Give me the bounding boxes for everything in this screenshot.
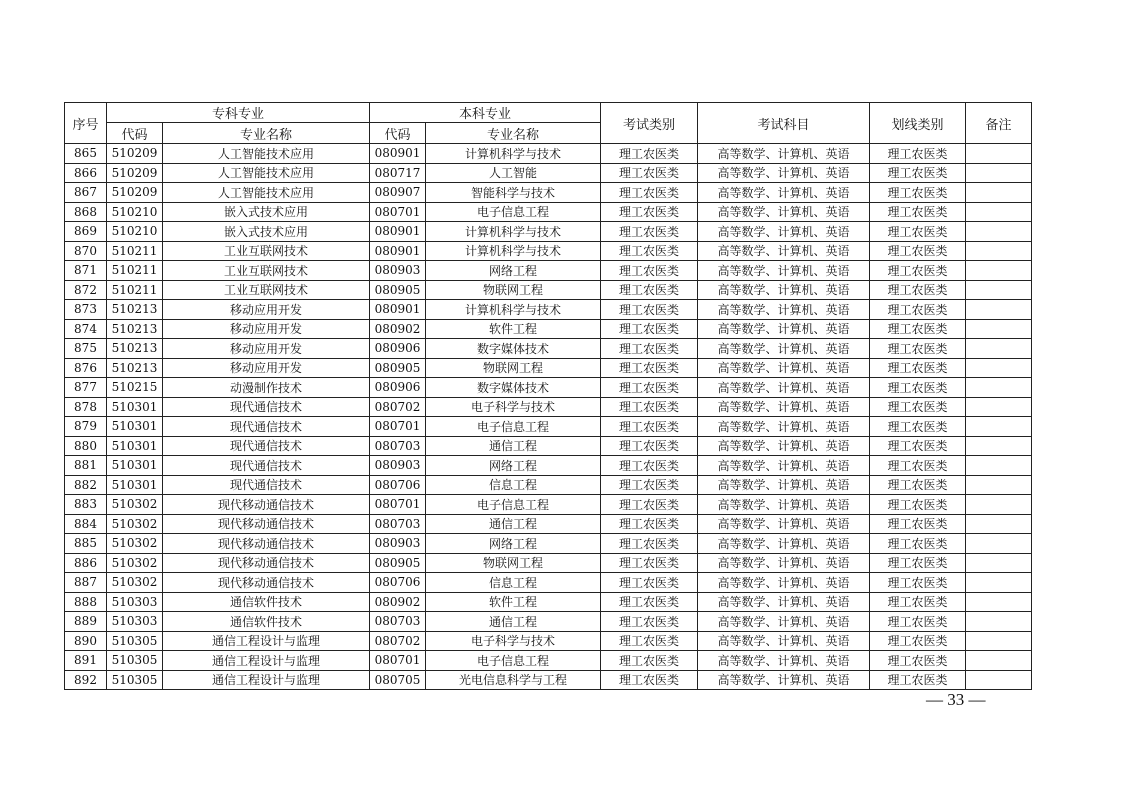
cell-bk-name: 电子信息工程 [426, 495, 601, 515]
cell-zk-name: 现代通信技术 [163, 475, 370, 495]
cell-zk-name: 现代移动通信技术 [163, 495, 370, 515]
cell-bk-code: 080701 [370, 651, 426, 671]
cell-remark [966, 495, 1032, 515]
cell-bk-name: 电子科学与技术 [426, 397, 601, 417]
cell-zk-code: 510213 [107, 358, 163, 378]
cell-seq: 871 [65, 261, 107, 281]
cell-zk-code: 510211 [107, 241, 163, 261]
cell-subjects: 高等数学、计算机、英语 [698, 436, 870, 456]
cell-remark [966, 631, 1032, 651]
cell-zk-code: 510302 [107, 495, 163, 515]
header-benke: 本科专业 [370, 103, 601, 123]
cell-exam-type: 理工农医类 [601, 475, 698, 495]
cell-bk-code: 080701 [370, 495, 426, 515]
cell-bk-code: 080701 [370, 202, 426, 222]
table-row [65, 358, 1032, 378]
cell-zk-code: 510210 [107, 222, 163, 242]
table-row [65, 436, 1032, 456]
cell-seq: 865 [65, 144, 107, 164]
cell-zk-code: 510213 [107, 300, 163, 320]
header-bk-code: 代码 [370, 123, 426, 144]
cell-remark [966, 202, 1032, 222]
cell-subjects: 高等数学、计算机、英语 [698, 280, 870, 300]
cell-bk-code: 080701 [370, 417, 426, 437]
cell-exam-type: 理工农医类 [601, 534, 698, 554]
cell-zk-name: 通信软件技术 [163, 592, 370, 612]
cell-exam-type: 理工农医类 [601, 241, 698, 261]
cell-seq: 878 [65, 397, 107, 417]
cell-exam-type: 理工农医类 [601, 651, 698, 671]
cell-subjects: 高等数学、计算机、英语 [698, 378, 870, 398]
header-exam-type: 考试类别 [601, 103, 698, 144]
cell-bk-code: 080903 [370, 534, 426, 554]
cell-line-type: 理工农医类 [870, 144, 966, 164]
cell-line-type: 理工农医类 [870, 280, 966, 300]
cell-line-type: 理工农医类 [870, 436, 966, 456]
cell-bk-name: 软件工程 [426, 319, 601, 339]
cell-zk-name: 现代移动通信技术 [163, 553, 370, 573]
cell-zk-name: 现代通信技术 [163, 397, 370, 417]
cell-bk-code: 080903 [370, 456, 426, 476]
cell-bk-code: 080901 [370, 222, 426, 242]
cell-exam-type: 理工农医类 [601, 280, 698, 300]
cell-seq: 877 [65, 378, 107, 398]
cell-bk-code: 080702 [370, 397, 426, 417]
cell-seq: 879 [65, 417, 107, 437]
cell-exam-type: 理工农医类 [601, 631, 698, 651]
cell-exam-type: 理工农医类 [601, 378, 698, 398]
cell-line-type: 理工农医类 [870, 631, 966, 651]
cell-subjects: 高等数学、计算机、英语 [698, 241, 870, 261]
table-row [65, 222, 1032, 242]
cell-zk-name: 工业互联网技术 [163, 280, 370, 300]
cell-zk-code: 510302 [107, 553, 163, 573]
table-header [65, 103, 1032, 144]
cell-bk-code: 080906 [370, 339, 426, 359]
cell-exam-type: 理工农医类 [601, 592, 698, 612]
table-row [65, 241, 1032, 261]
table-row [65, 514, 1032, 534]
cell-bk-name: 通信工程 [426, 436, 601, 456]
cell-line-type: 理工农医类 [870, 573, 966, 593]
cell-bk-code: 080703 [370, 436, 426, 456]
table-row [65, 261, 1032, 281]
cell-remark [966, 241, 1032, 261]
cell-line-type: 理工农医类 [870, 222, 966, 242]
table-row [65, 144, 1032, 164]
table-row [65, 417, 1032, 437]
cell-zk-name: 工业互联网技术 [163, 241, 370, 261]
cell-zk-code: 510209 [107, 183, 163, 203]
cell-subjects: 高等数学、计算机、英语 [698, 495, 870, 515]
page-number: — 33 — [926, 690, 986, 709]
header-zk-code: 代码 [107, 123, 163, 144]
table-row [65, 280, 1032, 300]
cell-line-type: 理工农医类 [870, 553, 966, 573]
cell-zk-code: 510303 [107, 612, 163, 632]
cell-line-type: 理工农医类 [870, 397, 966, 417]
cell-bk-name: 信息工程 [426, 573, 601, 593]
cell-bk-code: 080905 [370, 280, 426, 300]
cell-seq: 868 [65, 202, 107, 222]
cell-seq: 869 [65, 222, 107, 242]
cell-zk-code: 510302 [107, 534, 163, 554]
cell-bk-code: 080703 [370, 612, 426, 632]
cell-bk-code: 080907 [370, 183, 426, 203]
cell-line-type: 理工农医类 [870, 202, 966, 222]
cell-zk-name: 移动应用开发 [163, 319, 370, 339]
cell-exam-type: 理工农医类 [601, 495, 698, 515]
cell-line-type: 理工农医类 [870, 514, 966, 534]
cell-subjects: 高等数学、计算机、英语 [698, 475, 870, 495]
table-row [65, 163, 1032, 183]
cell-remark [966, 534, 1032, 554]
cell-bk-name: 智能科学与技术 [426, 183, 601, 203]
cell-exam-type: 理工农医类 [601, 612, 698, 632]
header-line-type: 划线类别 [870, 103, 966, 144]
cell-remark [966, 612, 1032, 632]
cell-bk-name: 网络工程 [426, 261, 601, 281]
table-row [65, 651, 1032, 671]
cell-zk-name: 现代移动通信技术 [163, 514, 370, 534]
cell-line-type: 理工农医类 [870, 378, 966, 398]
cell-line-type: 理工农医类 [870, 417, 966, 437]
cell-bk-code: 080706 [370, 573, 426, 593]
table-row [65, 553, 1032, 573]
cell-bk-name: 计算机科学与技术 [426, 300, 601, 320]
cell-bk-code: 080702 [370, 631, 426, 651]
cell-bk-name: 软件工程 [426, 592, 601, 612]
table-row [65, 670, 1032, 690]
cell-seq: 884 [65, 514, 107, 534]
cell-zk-code: 510305 [107, 651, 163, 671]
cell-remark [966, 300, 1032, 320]
cell-zk-code: 510301 [107, 397, 163, 417]
cell-subjects: 高等数学、计算机、英语 [698, 397, 870, 417]
cell-exam-type: 理工农医类 [601, 202, 698, 222]
cell-subjects: 高等数学、计算机、英语 [698, 573, 870, 593]
cell-bk-code: 080901 [370, 144, 426, 164]
cell-subjects: 高等数学、计算机、英语 [698, 553, 870, 573]
cell-subjects: 高等数学、计算机、英语 [698, 534, 870, 554]
cell-remark [966, 670, 1032, 690]
cell-zk-code: 510301 [107, 475, 163, 495]
cell-remark [966, 261, 1032, 281]
cell-zk-name: 工业互联网技术 [163, 261, 370, 281]
cell-bk-code: 080903 [370, 261, 426, 281]
cell-seq: 892 [65, 670, 107, 690]
cell-subjects: 高等数学、计算机、英语 [698, 163, 870, 183]
cell-seq: 886 [65, 553, 107, 573]
cell-remark [966, 592, 1032, 612]
cell-exam-type: 理工农医类 [601, 163, 698, 183]
admission-major-table [64, 102, 1032, 690]
cell-exam-type: 理工农医类 [601, 514, 698, 534]
cell-bk-code: 080902 [370, 319, 426, 339]
header-seq: 序号 [65, 103, 107, 144]
cell-line-type: 理工农医类 [870, 319, 966, 339]
table-row [65, 183, 1032, 203]
cell-bk-code: 080902 [370, 592, 426, 612]
cell-subjects: 高等数学、计算机、英语 [698, 456, 870, 476]
cell-seq: 891 [65, 651, 107, 671]
table-row [65, 300, 1032, 320]
cell-remark [966, 163, 1032, 183]
cell-subjects: 高等数学、计算机、英语 [698, 339, 870, 359]
cell-bk-code: 080901 [370, 300, 426, 320]
cell-line-type: 理工农医类 [870, 163, 966, 183]
table-row [65, 319, 1032, 339]
cell-exam-type: 理工农医类 [601, 436, 698, 456]
header-zhuanke: 专科专业 [107, 103, 370, 123]
cell-subjects: 高等数学、计算机、英语 [698, 670, 870, 690]
cell-bk-name: 计算机科学与技术 [426, 222, 601, 242]
cell-subjects: 高等数学、计算机、英语 [698, 222, 870, 242]
cell-bk-name: 信息工程 [426, 475, 601, 495]
cell-zk-name: 通信工程设计与监理 [163, 651, 370, 671]
cell-remark [966, 339, 1032, 359]
cell-line-type: 理工农医类 [870, 261, 966, 281]
cell-bk-name: 人工智能 [426, 163, 601, 183]
cell-remark [966, 183, 1032, 203]
cell-zk-code: 510211 [107, 280, 163, 300]
cell-subjects: 高等数学、计算机、英语 [698, 592, 870, 612]
cell-zk-code: 510209 [107, 144, 163, 164]
cell-bk-name: 网络工程 [426, 534, 601, 554]
cell-exam-type: 理工农医类 [601, 397, 698, 417]
cell-seq: 875 [65, 339, 107, 359]
cell-seq: 887 [65, 573, 107, 593]
cell-line-type: 理工农医类 [870, 534, 966, 554]
cell-bk-name: 网络工程 [426, 456, 601, 476]
cell-bk-name: 通信工程 [426, 612, 601, 632]
cell-line-type: 理工农医类 [870, 612, 966, 632]
cell-seq: 874 [65, 319, 107, 339]
cell-bk-name: 计算机科学与技术 [426, 241, 601, 261]
cell-zk-name: 移动应用开发 [163, 358, 370, 378]
cell-zk-code: 510302 [107, 514, 163, 534]
table-body [65, 144, 1032, 690]
header-exam-subjects: 考试科目 [698, 103, 870, 144]
cell-bk-code: 080905 [370, 553, 426, 573]
cell-remark [966, 651, 1032, 671]
cell-zk-name: 人工智能技术应用 [163, 144, 370, 164]
cell-exam-type: 理工农医类 [601, 144, 698, 164]
cell-zk-name: 人工智能技术应用 [163, 183, 370, 203]
cell-seq: 873 [65, 300, 107, 320]
cell-zk-name: 现代移动通信技术 [163, 534, 370, 554]
cell-subjects: 高等数学、计算机、英语 [698, 612, 870, 632]
cell-zk-code: 510215 [107, 378, 163, 398]
cell-seq: 882 [65, 475, 107, 495]
cell-seq: 883 [65, 495, 107, 515]
cell-seq: 872 [65, 280, 107, 300]
cell-zk-name: 现代移动通信技术 [163, 573, 370, 593]
cell-line-type: 理工农医类 [870, 300, 966, 320]
cell-subjects: 高等数学、计算机、英语 [698, 144, 870, 164]
cell-zk-name: 动漫制作技术 [163, 378, 370, 398]
cell-seq: 867 [65, 183, 107, 203]
cell-seq: 876 [65, 358, 107, 378]
cell-line-type: 理工农医类 [870, 475, 966, 495]
cell-remark [966, 358, 1032, 378]
table-row [65, 397, 1032, 417]
cell-zk-code: 510213 [107, 339, 163, 359]
cell-zk-code: 510213 [107, 319, 163, 339]
table-row [65, 475, 1032, 495]
cell-remark [966, 397, 1032, 417]
cell-zk-name: 通信软件技术 [163, 612, 370, 632]
cell-seq: 866 [65, 163, 107, 183]
table-row [65, 631, 1032, 651]
cell-remark [966, 436, 1032, 456]
cell-exam-type: 理工农医类 [601, 300, 698, 320]
cell-zk-name: 移动应用开发 [163, 339, 370, 359]
table-row [65, 339, 1032, 359]
cell-remark [966, 514, 1032, 534]
cell-subjects: 高等数学、计算机、英语 [698, 358, 870, 378]
cell-bk-name: 电子科学与技术 [426, 631, 601, 651]
cell-exam-type: 理工农医类 [601, 319, 698, 339]
cell-zk-code: 510301 [107, 456, 163, 476]
cell-exam-type: 理工农医类 [601, 339, 698, 359]
cell-line-type: 理工农医类 [870, 592, 966, 612]
table-row [65, 495, 1032, 515]
cell-bk-code: 080705 [370, 670, 426, 690]
cell-line-type: 理工农医类 [870, 339, 966, 359]
cell-exam-type: 理工农医类 [601, 222, 698, 242]
cell-remark [966, 475, 1032, 495]
cell-seq: 870 [65, 241, 107, 261]
table-row [65, 573, 1032, 593]
cell-bk-name: 数字媒体技术 [426, 339, 601, 359]
cell-zk-name: 人工智能技术应用 [163, 163, 370, 183]
cell-bk-code: 080703 [370, 514, 426, 534]
cell-subjects: 高等数学、计算机、英语 [698, 261, 870, 281]
cell-zk-code: 510302 [107, 573, 163, 593]
cell-exam-type: 理工农医类 [601, 183, 698, 203]
cell-exam-type: 理工农医类 [601, 358, 698, 378]
cell-zk-name: 嵌入式技术应用 [163, 202, 370, 222]
cell-bk-name: 光电信息科学与工程 [426, 670, 601, 690]
cell-bk-code: 080905 [370, 358, 426, 378]
cell-remark [966, 378, 1032, 398]
cell-bk-name: 物联网工程 [426, 358, 601, 378]
table-row [65, 612, 1032, 632]
cell-line-type: 理工农医类 [870, 241, 966, 261]
cell-remark [966, 280, 1032, 300]
cell-bk-code: 080906 [370, 378, 426, 398]
cell-exam-type: 理工农医类 [601, 573, 698, 593]
table-row [65, 534, 1032, 554]
cell-exam-type: 理工农医类 [601, 670, 698, 690]
cell-exam-type: 理工农医类 [601, 553, 698, 573]
cell-zk-name: 通信工程设计与监理 [163, 670, 370, 690]
cell-subjects: 高等数学、计算机、英语 [698, 300, 870, 320]
cell-line-type: 理工农医类 [870, 183, 966, 203]
cell-remark [966, 144, 1032, 164]
cell-zk-code: 510305 [107, 631, 163, 651]
cell-line-type: 理工农医类 [870, 358, 966, 378]
cell-zk-code: 510210 [107, 202, 163, 222]
cell-zk-code: 510211 [107, 261, 163, 281]
header-bk-name: 专业名称 [426, 123, 601, 144]
cell-seq: 890 [65, 631, 107, 651]
cell-subjects: 高等数学、计算机、英语 [698, 319, 870, 339]
cell-zk-code: 510209 [107, 163, 163, 183]
cell-subjects: 高等数学、计算机、英语 [698, 631, 870, 651]
cell-seq: 881 [65, 456, 107, 476]
cell-zk-name: 通信工程设计与监理 [163, 631, 370, 651]
cell-remark [966, 456, 1032, 476]
cell-zk-code: 510305 [107, 670, 163, 690]
cell-bk-name: 物联网工程 [426, 553, 601, 573]
cell-remark [966, 573, 1032, 593]
cell-line-type: 理工农医类 [870, 670, 966, 690]
cell-zk-code: 510301 [107, 436, 163, 456]
header-remarks: 备注 [966, 103, 1032, 144]
cell-subjects: 高等数学、计算机、英语 [698, 417, 870, 437]
cell-bk-code: 080706 [370, 475, 426, 495]
cell-subjects: 高等数学、计算机、英语 [698, 183, 870, 203]
cell-seq: 888 [65, 592, 107, 612]
cell-zk-code: 510303 [107, 592, 163, 612]
cell-seq: 889 [65, 612, 107, 632]
cell-bk-name: 电子信息工程 [426, 417, 601, 437]
cell-zk-name: 现代通信技术 [163, 417, 370, 437]
cell-zk-name: 嵌入式技术应用 [163, 222, 370, 242]
cell-subjects: 高等数学、计算机、英语 [698, 514, 870, 534]
table-row [65, 456, 1032, 476]
cell-bk-name: 数字媒体技术 [426, 378, 601, 398]
cell-bk-name: 电子信息工程 [426, 202, 601, 222]
cell-exam-type: 理工农医类 [601, 456, 698, 476]
cell-bk-code: 080901 [370, 241, 426, 261]
cell-exam-type: 理工农医类 [601, 417, 698, 437]
cell-seq: 880 [65, 436, 107, 456]
cell-zk-name: 移动应用开发 [163, 300, 370, 320]
cell-remark [966, 319, 1032, 339]
cell-bk-name: 通信工程 [426, 514, 601, 534]
table-row [65, 378, 1032, 398]
table-row [65, 202, 1032, 222]
cell-zk-name: 现代通信技术 [163, 456, 370, 476]
cell-remark [966, 222, 1032, 242]
cell-line-type: 理工农医类 [870, 495, 966, 515]
cell-zk-code: 510301 [107, 417, 163, 437]
cell-remark [966, 417, 1032, 437]
cell-subjects: 高等数学、计算机、英语 [698, 202, 870, 222]
cell-bk-name: 计算机科学与技术 [426, 144, 601, 164]
cell-seq: 885 [65, 534, 107, 554]
cell-bk-name: 物联网工程 [426, 280, 601, 300]
cell-zk-name: 现代通信技术 [163, 436, 370, 456]
cell-remark [966, 553, 1032, 573]
cell-subjects: 高等数学、计算机、英语 [698, 651, 870, 671]
table-row [65, 592, 1032, 612]
cell-line-type: 理工农医类 [870, 456, 966, 476]
cell-bk-name: 电子信息工程 [426, 651, 601, 671]
cell-bk-code: 080717 [370, 163, 426, 183]
cell-exam-type: 理工农医类 [601, 261, 698, 281]
header-zk-name: 专业名称 [163, 123, 370, 144]
cell-line-type: 理工农医类 [870, 651, 966, 671]
